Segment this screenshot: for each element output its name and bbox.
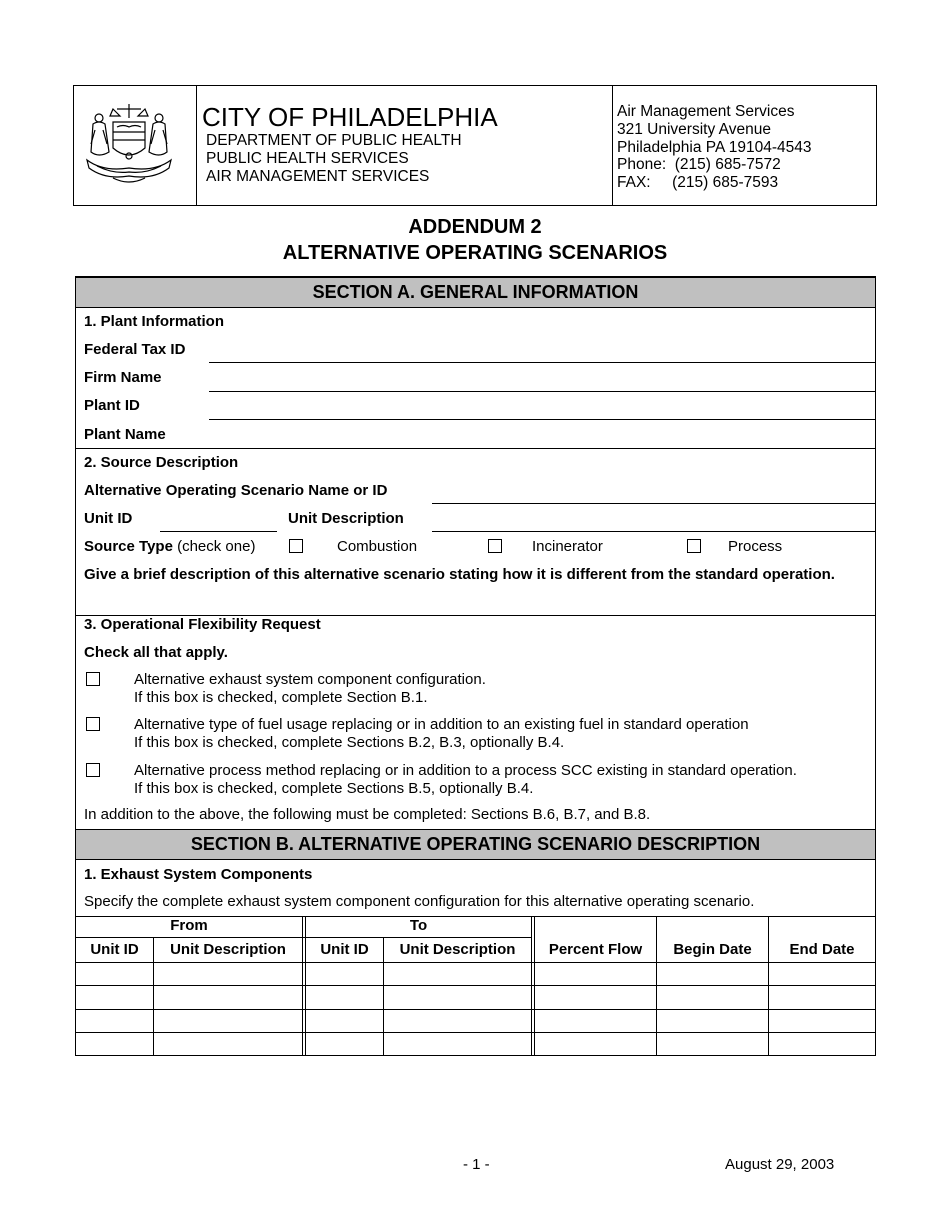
combustion-checkbox[interactable] (289, 539, 303, 553)
additional-requirements: In addition to the above, the following must be completed: Sections B.6, B.7, and B.8. (84, 806, 651, 823)
department-lines (206, 132, 462, 186)
to-group-header: To (409, 917, 428, 934)
divider (76, 448, 875, 449)
plant-name-label: Plant Name (84, 426, 166, 443)
source-type-hint: (check one) (172, 538, 256, 555)
form-frame (75, 276, 876, 1056)
exhaust-components-heading: 1. Exhaust System Components (84, 866, 313, 883)
check-all-instruction: Check all that apply. (84, 644, 228, 661)
office-name: Air Management Services (617, 103, 795, 120)
column-header: Unit ID (320, 941, 369, 958)
federal-tax-id-field[interactable] (209, 362, 875, 363)
incinerator-label: Incinerator (532, 538, 603, 555)
column-divider (531, 916, 532, 1055)
column-divider (768, 916, 769, 1055)
document-subtitle: ALTERNATIVE OPERATING SCENARIOS (282, 242, 668, 264)
process-label: Process (728, 538, 783, 555)
office-phone: Phone: (215) 685-7572 (617, 156, 781, 174)
plant-info-heading: 1. Plant Information (84, 313, 225, 330)
firm-name-label: Firm Name (84, 369, 162, 386)
process-method-note: If this box is checked, complete Sections B.5, optionally B.4. (134, 780, 534, 797)
fuel-usage-label: Alternative type of fuel usage replacing or in addition to an existing fuel in standard operation (134, 716, 749, 733)
fuel-usage-note: If this box is checked, complete Sections B.2, B.3, optionally B.4. (134, 734, 565, 751)
office-fax: FAX: (215) 685-7593 (617, 174, 779, 192)
table-row-divider (76, 985, 875, 986)
plant-id-label: Plant ID (84, 397, 140, 414)
column-header: Begin Date (673, 941, 752, 958)
office-city: Philadelphia PA 19104-4543 (617, 138, 812, 156)
combustion-label: Combustion (337, 538, 418, 555)
section-b-heading: SECTION B. ALTERNATIVE OPERATING SCENARIO DESCRIPTION (76, 829, 875, 860)
federal-tax-id-label: Federal Tax ID (84, 341, 186, 358)
revision-date: August 29, 2003 (725, 1156, 835, 1173)
letterhead-divider (196, 86, 197, 205)
flexibility-heading: 3. Operational Flexibility Request (84, 616, 321, 633)
table-group-divider (76, 937, 532, 938)
office-address (617, 103, 811, 192)
column-divider (534, 916, 535, 1055)
from-group-header: From (170, 917, 208, 934)
document-title: ADDENDUM 2 (408, 216, 542, 238)
table-row-divider (76, 1032, 875, 1033)
source-description-heading: 2. Source Description (84, 454, 239, 471)
dept-line: PUBLIC HEALTH SERVICES (206, 150, 409, 167)
letterhead-divider (612, 86, 613, 205)
process-method-checkbox[interactable] (86, 763, 100, 777)
exhaust-config-note: If this box is checked, complete Section B.1. (134, 689, 428, 706)
plant-id-field[interactable] (209, 419, 875, 420)
city-name: CITY OF PHILADELPHIA (202, 102, 498, 132)
incinerator-checkbox[interactable] (488, 539, 502, 553)
column-header: Percent Flow (548, 941, 643, 958)
dept-line: DEPARTMENT OF PUBLIC HEALTH (206, 132, 462, 149)
unit-id-field[interactable] (160, 531, 277, 532)
exhaust-config-label: Alternative exhaust system component configuration. (134, 671, 486, 688)
scenario-name-label: Alternative Operating Scenario Name or ID (84, 482, 388, 499)
column-divider (656, 916, 657, 1055)
table-header-divider (76, 962, 875, 963)
source-type-label (84, 538, 255, 555)
scenario-name-field[interactable] (432, 503, 875, 504)
exhaust-components-instruction: Specify the complete exhaust system component configuration for this alternative operating scenario. (84, 893, 755, 910)
column-header: End Date (789, 941, 855, 958)
page-number: - 1 - (463, 1156, 490, 1173)
process-method-label: Alternative process method replacing or in addition to a process SCC existing in standard operation. (134, 762, 797, 779)
column-divider (302, 916, 303, 1055)
section-a-heading: SECTION A. GENERAL INFORMATION (76, 277, 875, 308)
brief-description-prompt: Give a brief description of this alternative scenario stating how it is different from the standard operation. (84, 566, 835, 583)
column-header: Unit Description (399, 941, 516, 958)
unit-id-label: Unit ID (84, 510, 133, 527)
unit-description-field[interactable] (432, 531, 875, 532)
exhaust-config-checkbox[interactable] (86, 672, 100, 686)
source-type-title: Source Type (84, 538, 173, 555)
column-header: Unit ID (90, 941, 139, 958)
fuel-usage-checkbox[interactable] (86, 717, 100, 731)
city-seal-icon (83, 100, 175, 186)
firm-name-field[interactable] (209, 391, 875, 392)
office-street: 321 University Avenue (617, 120, 771, 138)
column-header: Unit Description (170, 941, 286, 958)
process-checkbox[interactable] (687, 539, 701, 553)
dept-line: AIR MANAGEMENT SERVICES (206, 168, 430, 185)
unit-description-label: Unit Description (288, 510, 404, 527)
table-row-divider (76, 1009, 875, 1010)
column-divider (305, 916, 306, 1055)
